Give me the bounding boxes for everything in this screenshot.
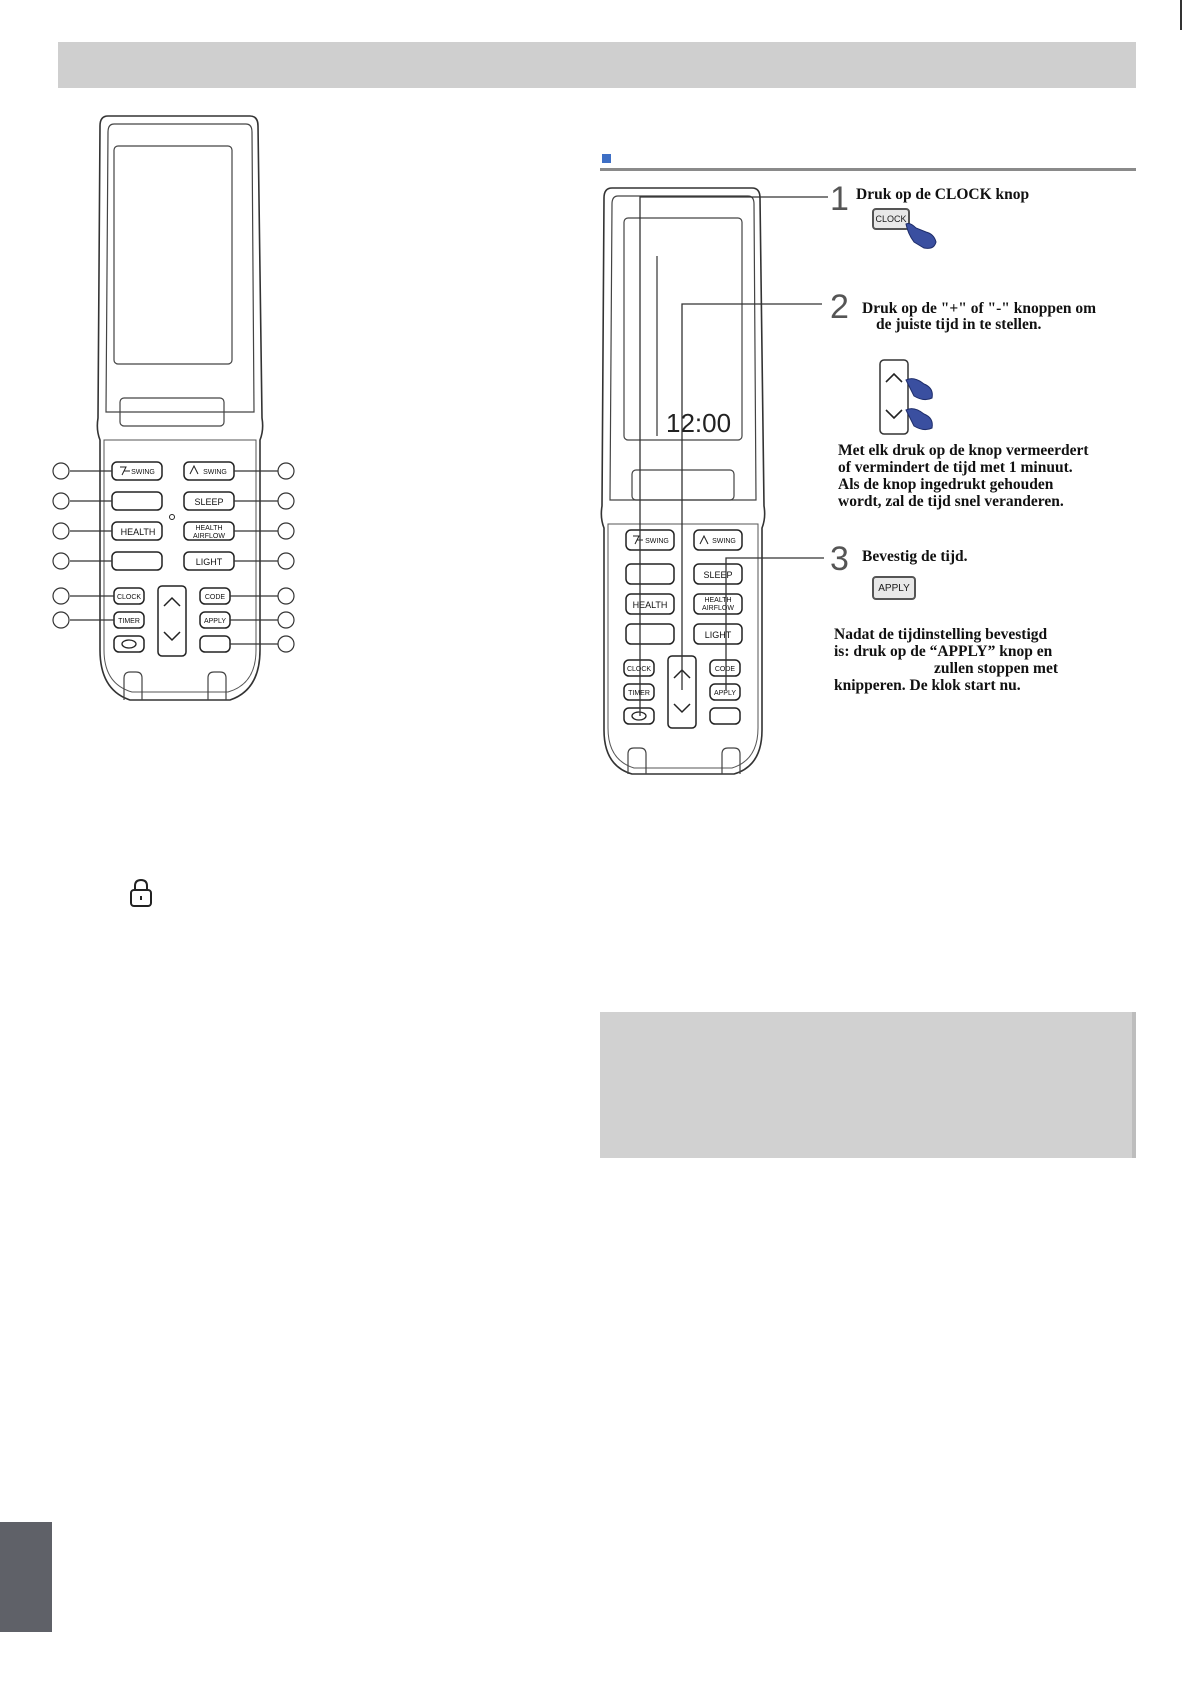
- callout-right-2: [278, 493, 294, 509]
- left-health-airflow-label-2: AIRFLOW: [193, 533, 225, 540]
- step-3-number: 3: [830, 540, 849, 578]
- left-remote-diagram: [40, 108, 340, 728]
- right-code-label: CODE: [714, 666, 736, 673]
- right-swing-h-label: SWING: [712, 538, 736, 545]
- page-edge-mark: [1180, 0, 1182, 30]
- left-blank-button-2: [112, 552, 162, 570]
- step-3-text: Bevestig de tijd.: [862, 548, 968, 565]
- hand-pointer-icon: [904, 220, 938, 250]
- right-health-airflow-label-1: HEALTH: [704, 597, 732, 604]
- left-updown-rocker: [158, 586, 186, 656]
- right-swing-v-label: SWING: [645, 538, 669, 545]
- left-clock-label: CLOCK: [116, 594, 142, 601]
- callout-left-3: [53, 523, 69, 539]
- callout-left-6: [53, 612, 69, 628]
- step-2-note-line-1: Met elk druk op de knop vermeerdert: [838, 442, 1089, 459]
- right-remote-diagram: [596, 180, 786, 780]
- step-2-note-line-4: wordt, zal de tijd snel veranderen.: [838, 493, 1064, 510]
- right-updown-rocker: [668, 656, 696, 728]
- left-blank-button-3: [200, 636, 230, 652]
- left-power-button: [114, 636, 144, 652]
- left-health-airflow-label-1: HEALTH: [195, 525, 223, 532]
- hand-pointer-icon: [906, 379, 932, 400]
- header-bar: [58, 42, 1136, 88]
- step-3-note-line-2: is: druk op de “APPLY” knop en: [834, 643, 1053, 660]
- right-light-label: LIGHT: [704, 630, 732, 640]
- step-1-clock-button: CLOCK: [872, 208, 910, 230]
- section-bullet: [602, 154, 611, 163]
- callout-right-7: [278, 636, 294, 652]
- step-2-text-line-2: de juiste tijd in te stellen.: [876, 316, 1042, 333]
- right-blank-button-3: [710, 708, 740, 724]
- left-code-label: CODE: [204, 594, 226, 601]
- hand-pointer-icon: [906, 409, 932, 430]
- step-3-note-line-1: Nadat de tijdinstelling bevestigd: [834, 626, 1048, 643]
- callout-left-2: [53, 493, 69, 509]
- step-3-note-line-4: knipperen. De klok start nu.: [834, 677, 1021, 694]
- step-3-note-line-3: zullen stoppen met: [934, 660, 1058, 677]
- callout-left-1: [53, 463, 69, 479]
- section-divider: [600, 168, 1136, 171]
- right-blank-button-1: [626, 564, 674, 584]
- callout-right-6: [278, 612, 294, 628]
- callout-right-3: [278, 523, 294, 539]
- left-health-label: HEALTH: [120, 527, 156, 537]
- language-side-tab: [0, 1522, 52, 1632]
- left-light-label: LIGHT: [195, 557, 223, 567]
- callout-left-5: [53, 588, 69, 604]
- callout-right-5: [278, 588, 294, 604]
- step-2-updown-illustration: [876, 358, 942, 438]
- callout-right-1: [278, 463, 294, 479]
- right-apply-label: APPLY: [713, 690, 737, 697]
- left-sleep-label: SLEEP: [194, 497, 224, 507]
- step-1-number: 1: [830, 180, 849, 218]
- callout-right-4: [278, 553, 294, 569]
- step-2-number: 2: [830, 288, 849, 326]
- step-2-text-line-1: Druk op de "+" of "-" knoppen om: [862, 300, 1097, 317]
- step-3-apply-button: APPLY: [872, 576, 916, 600]
- left-blank-button-1: [112, 492, 162, 510]
- lock-icon: [128, 878, 154, 908]
- display-time: 12:00: [666, 408, 732, 438]
- step-2-note-line-3: Als de knop ingedrukt gehouden: [838, 476, 1054, 493]
- left-swing-v-label: SWING: [131, 469, 155, 476]
- right-power-button: [624, 708, 654, 724]
- right-health-airflow-label-2: AIRFLOW: [702, 605, 734, 612]
- note-box: [600, 1012, 1136, 1158]
- right-blank-button-2: [626, 624, 674, 644]
- step-1-text: Druk op de CLOCK knop: [856, 186, 1030, 203]
- left-swing-h-label: SWING: [203, 469, 227, 476]
- step-2-note-line-2: of vermindert de tijd met 1 minuut.: [838, 459, 1073, 476]
- callout-left-4: [53, 553, 69, 569]
- right-timer-label: TIMER: [628, 690, 650, 697]
- right-health-label: HEALTH: [632, 600, 668, 610]
- right-sleep-label: SLEEP: [703, 570, 733, 580]
- left-apply-label: APPLY: [203, 618, 227, 625]
- right-clock-label: CLOCK: [626, 666, 652, 673]
- left-timer-label: TIMER: [118, 618, 140, 625]
